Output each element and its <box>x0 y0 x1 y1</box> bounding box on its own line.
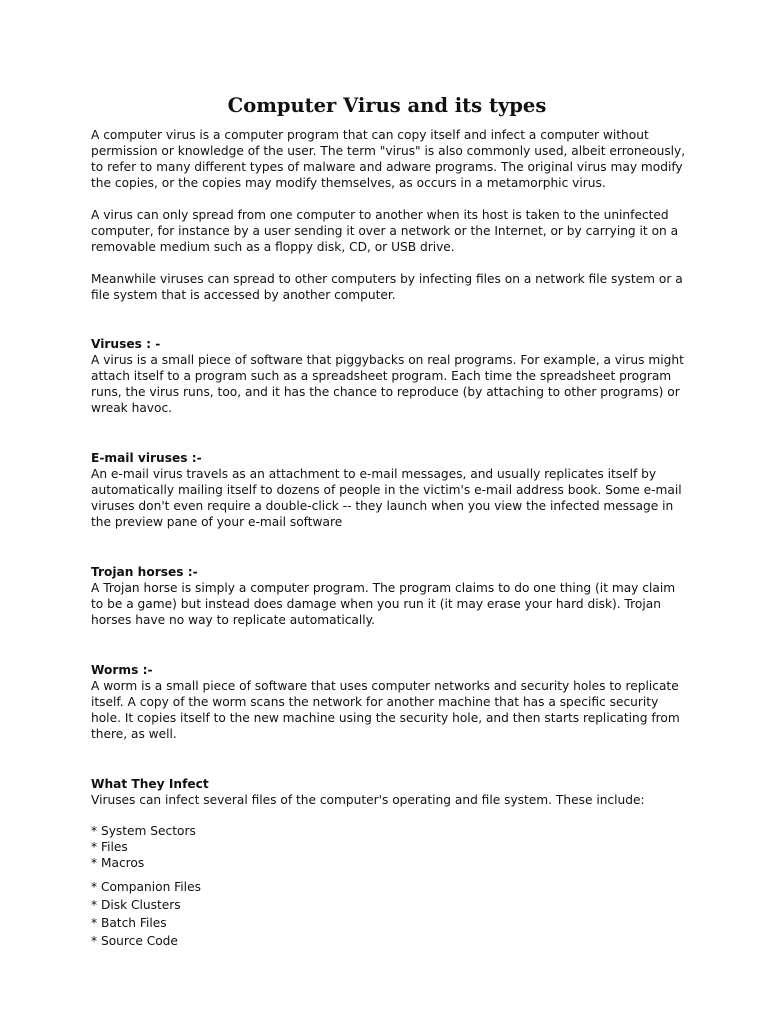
section-body: A Trojan horse is simply a computer program. The program claims to do one thing (it may claim to be a game) but instead does damage when you run it (it may erase your hard disk). Trojan horses have no way to replicate automatically. <box>91 581 676 627</box>
section-viruses <box>91 336 691 416</box>
list-item: * Disk Clusters <box>91 898 181 912</box>
intro-paragraph: Meanwhile viruses can spread to other computers by infecting files on a network file system or a file system that is accessed by another computer. <box>91 272 683 302</box>
section-email-viruses <box>91 450 691 530</box>
section-trojan-horses <box>91 564 691 628</box>
section-heading: E-mail viruses :- <box>91 451 202 465</box>
section-what-they-infect <box>91 776 691 808</box>
section-body: A worm is a small piece of software that uses computer networks and security holes to replicate itself. A copy of the worm scans the network for another machine that has a specific security hole. It copies itself to the new machine using the security hole, and then starts replicating from there, as well. <box>91 679 680 741</box>
intro-paragraph: A computer virus is a computer program that can copy itself and infect a computer without permission or knowledge of the user. The term "virus" is also commonly used, albeit erroneously, to refer to many different types of malware and adware programs. The original virus may modify the copies, or the copies may modify themselves, as occurs in a metamorphic virus. <box>91 128 686 190</box>
list-item: * Source Code <box>91 934 178 948</box>
spacer <box>91 416 691 433</box>
section-body: A virus is a small piece of software that piggybacks on real programs. For example, a virus might attach itself to a program such as a spreadsheet program. Each time the spreadsheet program runs, the virus runs, too, and it has the chance to reproduce (by attaching to other programs) or wreak havoc. <box>91 353 684 415</box>
spacer <box>91 547 691 564</box>
infect-list <box>91 823 691 871</box>
spacer <box>91 433 691 450</box>
spacer <box>91 530 691 547</box>
section-worms <box>91 662 691 742</box>
section-body: Viruses can infect several files of the computer's operating and file system. These include: <box>91 793 645 807</box>
spacer <box>91 759 691 776</box>
document-title: Computer Virus and its types <box>227 94 547 117</box>
section-heading: What They Infect <box>91 777 209 791</box>
section-heading: Trojan horses :- <box>91 565 198 579</box>
section-heading: Worms :- <box>91 663 153 677</box>
spacer <box>91 645 691 662</box>
list-item: * Macros <box>91 856 145 870</box>
section-body: An e-mail virus travels as an attachment to e-mail messages, and usually replicates itself by automatically mailing itself to dozens of people in the victim's e-mail address book. Some e-mail viruses don't even require a double-click -- they launch when you view the infected message in the preview pane of your e-mail software <box>91 467 682 529</box>
document-body <box>91 127 691 950</box>
section-heading: Viruses : - <box>91 337 161 351</box>
list-item: * System Sectors <box>91 824 196 838</box>
list-item: * Batch Files <box>91 916 167 930</box>
spacer <box>91 319 691 336</box>
intro-paragraph: A virus can only spread from one computer to another when its host is taken to the uninfected computer, for instance by a user sending it over a network or the Internet, or by carrying it on a removable medium such as a floppy disk, CD, or USB drive. <box>91 208 679 254</box>
list-item: * Companion Files <box>91 880 201 894</box>
infect-list <box>91 878 691 950</box>
list-item: * Files <box>91 840 128 854</box>
spacer <box>91 742 691 759</box>
spacer <box>91 628 691 645</box>
